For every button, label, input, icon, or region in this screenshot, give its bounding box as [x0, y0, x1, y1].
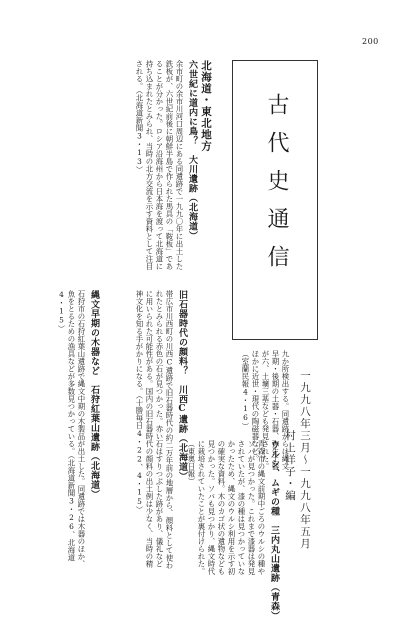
author-line: 村上洋子・編: [284, 430, 296, 502]
page-title: 古代史通信: [264, 93, 289, 283]
page-number: 200: [362, 37, 379, 46]
article-body-momijiyama: 石狩市の石狩紅葉山遺跡で縄文中期の木製品が出土した。同遺跡では木器のほか、魚をとるための漁具などが多数見つかっている。（北海道新聞3・26、北海道4・15）: [57, 290, 86, 568]
article-body-urushi: 青森市の縄文前期中ごろのウルシの種やソバが見つかった。これまで漆器は発見されていたが、漆の種は見つかっていなかったため、縄文のウルシ利用を示す初の確実な資料。木のカゴ状の遺物なども見つかった。ソバも見つかり、縄文時代に栽培されていたことが裏付けられた。（東奥日報）: [187, 440, 266, 575]
title-box: [232, 60, 318, 340]
section-title: 北海道・東北地方: [200, 60, 212, 152]
continued-text: 九か所検出する。同遺跡からは縄文早期・後期の土器・石器、弥生土器が六、土壙三基なども発見された。ほかに近世・現代の陶磁器など。（室蘭民報4・16）: [241, 350, 290, 470]
date-range: 一九九八年三月〜一九九八年五月: [299, 370, 311, 550]
article-heading-okawa: 六世紀に道内に鳥？ 大川遺跡（北海道）: [187, 60, 197, 241]
article-heading-kawanishi: 旧石器時代の顔料？ 川西C遺跡（北海道）: [177, 290, 187, 481]
article-body-kawanishi: 帯広市川西町の川西C遺跡で旧石器時代の約二万年前の地層から、顔料として使われたとみられる赤色の石が見つかった。赤い石はすりつぶした跡があり、儀礼などに用いられた可能性がある。国内の旧石器時代の顔料の出土例は少なく、当時の精神文化を知る手がかりになる。（十勝毎日4・22、4・15）: [135, 290, 174, 570]
article-heading-momijiyama: 縄文早期の木器など 石狩紅葉山遺跡（北海道）: [89, 290, 99, 499]
article-body-okawa: 余市町の余市川河口周辺にある同遺跡で一九九〇年に出土した鉄板が、六世紀前後に朝鮮半島で作られた馬具の「鞍板」であることが分かった。ロシア沿海州から日本海を渡って北海道に持ち込まれたとみられ、当時の北方交流を示す資料として注目される。（北海道新聞3・13）: [135, 60, 184, 270]
article-heading-urushi: ウルシ、ムギの種 三内丸山遺跡（青森）: [269, 440, 279, 621]
